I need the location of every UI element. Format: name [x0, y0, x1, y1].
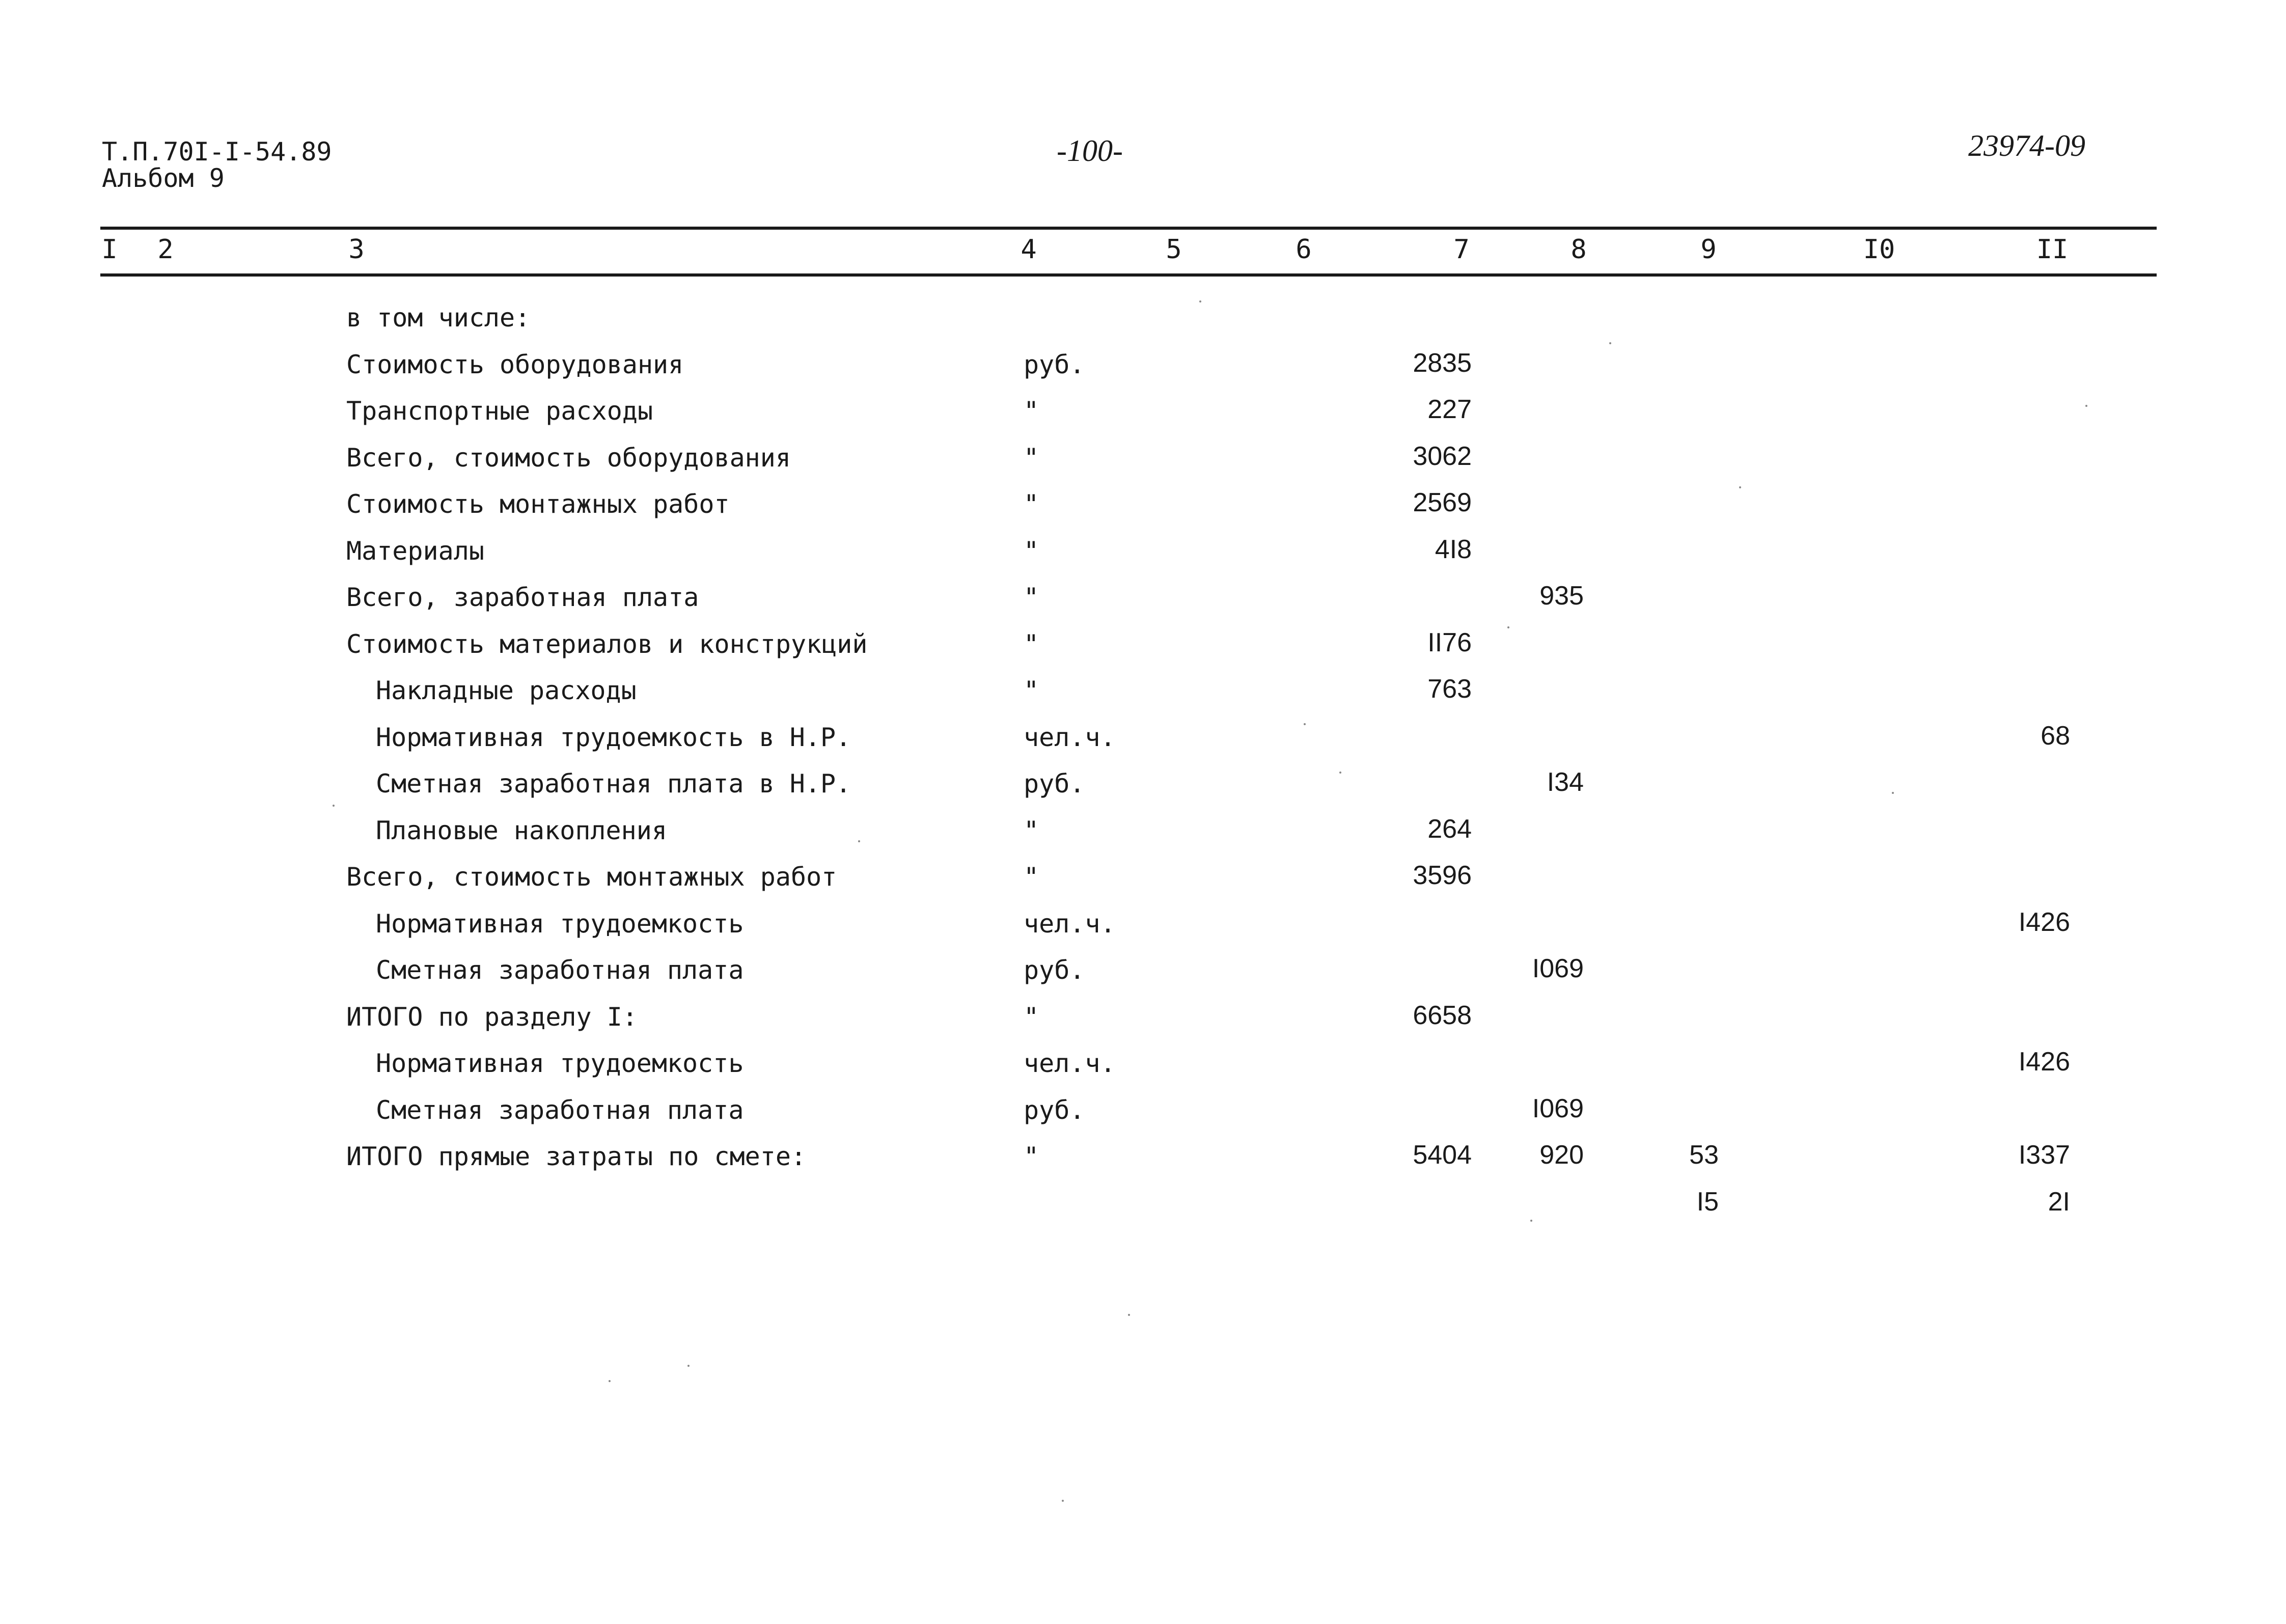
row-label: Сметная заработная плата	[376, 955, 744, 985]
column-number-8: 8	[1571, 234, 1587, 265]
scan-speck	[1507, 626, 1509, 628]
column-number-9: 9	[1700, 234, 1717, 265]
document-code-block	[102, 139, 332, 191]
scan-speck	[609, 1380, 611, 1382]
value-cell-c7: 264	[1427, 814, 1472, 844]
row-label: Транспортные расходы	[346, 396, 653, 426]
album-label: Альбом 9	[102, 163, 225, 193]
value-cell-c7: 6658	[1413, 1001, 1472, 1030]
unit-cell: руб.	[1024, 769, 1085, 799]
table-header-rule	[100, 273, 2157, 277]
row-label: Всего, стоимость монтажных работ	[346, 862, 837, 892]
row-label: Всего, заработная плата	[346, 583, 699, 612]
row-label: Сметная заработная плата	[376, 1095, 744, 1125]
scan-speck	[1304, 723, 1306, 725]
value-cell-c11: I426	[2018, 907, 2070, 937]
scan-speck	[2085, 405, 2087, 407]
unit-cell: руб.	[1024, 350, 1085, 379]
unit-cell: чел.ч.	[1024, 1049, 1116, 1078]
document-code: Т.П.70I-I-54.89	[102, 137, 332, 167]
scan-speck	[1062, 1500, 1064, 1502]
row-label: Нормативная трудоемкость	[376, 909, 744, 939]
unit-cell: "	[1024, 1002, 1039, 1032]
value-cell-c8: 920	[1539, 1140, 1584, 1170]
row-label: Стоимость оборудования	[346, 350, 684, 379]
value-cell-c8: I069	[1532, 954, 1584, 983]
value-cell-c8: 935	[1539, 581, 1584, 611]
row-label: ИТОГО по разделу I:	[346, 1002, 638, 1032]
value-cell-c9: 53	[1689, 1140, 1719, 1170]
value-cell-c11: 2I	[2048, 1187, 2070, 1217]
value-cell-c7: II76	[1427, 628, 1472, 657]
unit-cell: "	[1024, 629, 1039, 659]
value-cell-c7: 5404	[1413, 1140, 1472, 1170]
unit-cell: "	[1024, 862, 1039, 892]
unit-cell: "	[1024, 676, 1039, 705]
scan-speck	[1892, 792, 1894, 794]
value-cell-c11: I426	[2018, 1047, 2070, 1077]
scan-speck	[1339, 772, 1341, 774]
row-label: Материалы	[346, 536, 484, 566]
column-number-10: I0	[1863, 234, 1895, 265]
column-number-3: 3	[348, 234, 365, 265]
scan-speck	[858, 840, 860, 842]
value-cell-c7: 3596	[1413, 861, 1472, 890]
page-number: -100-	[1057, 134, 1123, 168]
unit-cell: "	[1024, 816, 1039, 845]
row-label: в том числе:	[346, 303, 531, 333]
column-number-5: 5	[1166, 234, 1182, 265]
value-cell-c7: 2569	[1413, 488, 1472, 517]
column-number-4: 4	[1021, 234, 1037, 265]
row-label: Нормативная трудоемкость	[376, 1049, 744, 1078]
row-label: Сметная заработная плата в Н.Р.	[376, 769, 851, 799]
column-number-1: I	[101, 234, 118, 265]
unit-cell: чел.ч.	[1024, 723, 1116, 752]
value-cell-c7: 227	[1427, 395, 1472, 424]
scan-speck	[333, 805, 335, 807]
row-label: Нормативная трудоемкость в Н.Р.	[376, 723, 851, 752]
unit-cell: "	[1024, 396, 1039, 426]
row-label: ИТОГО прямые затраты по смете:	[346, 1142, 807, 1171]
column-number-2: 2	[157, 234, 174, 265]
value-cell-c8: I069	[1532, 1094, 1584, 1123]
unit-cell: чел.ч.	[1024, 909, 1116, 939]
value-cell-c11: 68	[2041, 721, 2070, 751]
value-cell-c7: 4I8	[1435, 535, 1472, 564]
row-label: Плановые накопления	[376, 816, 667, 845]
table-top-rule	[100, 227, 2157, 230]
scan-speck	[1739, 486, 1741, 488]
scan-speck	[1199, 300, 1201, 302]
scan-speck	[687, 1365, 690, 1367]
value-cell-c11: I337	[2018, 1140, 2070, 1170]
row-label: Стоимость монтажных работ	[346, 489, 730, 519]
handwritten-stamp-number: 23974-09	[1968, 129, 2085, 162]
value-cell-c7: 2835	[1413, 348, 1472, 378]
scan-speck	[1609, 342, 1611, 344]
column-number-11: II	[2036, 234, 2069, 265]
row-label: Накладные расходы	[376, 676, 637, 705]
unit-cell: "	[1024, 489, 1039, 519]
unit-cell: "	[1024, 583, 1039, 612]
unit-cell: "	[1024, 443, 1039, 473]
column-number-7: 7	[1453, 234, 1470, 265]
unit-cell: "	[1024, 1142, 1039, 1171]
scan-speck	[1530, 1220, 1532, 1222]
row-label: Всего, стоимость оборудования	[346, 443, 791, 473]
unit-cell: руб.	[1024, 1095, 1085, 1125]
column-number-6: 6	[1296, 234, 1312, 265]
value-cell-c8: I34	[1547, 767, 1584, 797]
unit-cell: руб.	[1024, 955, 1085, 985]
value-cell-c7: 763	[1427, 674, 1472, 704]
value-cell-c9: I5	[1696, 1187, 1719, 1217]
scan-speck	[1128, 1314, 1130, 1316]
unit-cell: "	[1024, 536, 1039, 566]
row-label: Стоимость материалов и конструкций	[346, 629, 868, 659]
value-cell-c7: 3062	[1413, 442, 1472, 471]
